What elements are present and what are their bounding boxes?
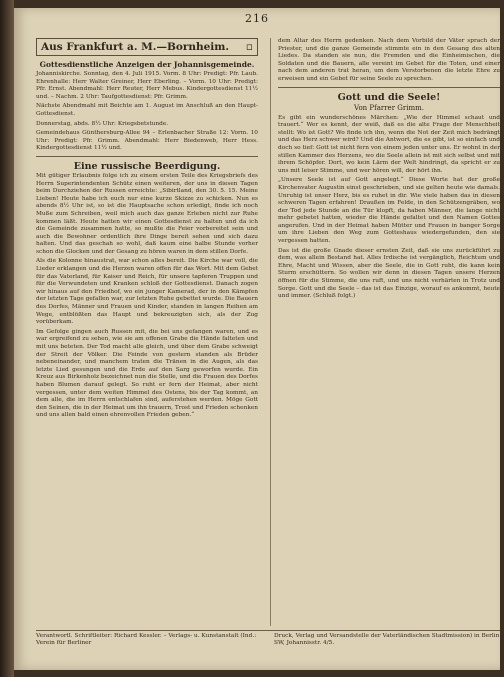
story-heading: Eine russische Beerdigung.	[73, 160, 221, 172]
article-paragraph: Das ist die große Gnade dieser ernsten Zeit, daß sie uns zurückführt zu dem, was allein Bestand hat. Alles Irdische ist vergänglich, Reichtum und Ehre, Macht und Wissen, aber die Seele, die in Gott ruht, die kann kein Sturm erschüttern. So wollen wir denn in diesen Tagen unsere Herzen öffnen für die Stimme, die uns ruft, und uns nicht verhärten in Trotz und Sorge. Gott und die Seele – das ist das Einzige, worauf es ankommt, heute und immer. (Schluß folgt.)	[278, 247, 500, 300]
notices-paragraph: Gemeindehaus Günthersburg-Allee 94 – Erlenbacher Straße 12: Vorm. 10 Uhr: Predigt: Pfr. Grimm. Abendmahl: Herr Biedenweb, Herr Hess. Kindergottesdienst 11½ und.	[36, 130, 258, 152]
article-paragraph: Es gibt ein wunderschönes Märchen: „Wie der Himmel schaut und trauert.“ Wer es kennt, der weiß, daß es die alte Frage der Menschheit stellt: Wo ist Gott? Wo finde ich ihn, wenn die Not der Zeit mich bedrängt und das Herz schwer wird? Und die Antwort, die es gibt, ist so einfach und doch so tief: Gott ist nicht fern von einem jeden unter uns. Er wohnt in der stillen Kammer des Herzens, wo die Seele allein ist mit sich selbst und mit ihrem Schöpfer. Dort, wo kein Lärm der Welt hindringt, da spricht er zu uns mit leiser Stimme, und wer hören will, der hört ihn.	[278, 114, 500, 174]
imprint-footer	[36, 630, 500, 648]
section-title: Aus Frankfurt a. M.—Bornheim.	[41, 41, 230, 53]
story-paragraph: Im Gefolge gingen auch Russen mit, die bei uns gefangen waren, und es war ergreifend zu sehen, wie sie am offenen Grabe die Hände falteten und mit uns beteten. Der Tod macht alle gleich, und über dem Grabe schweigt der Streit der Völker. Die Feinde von gestern standen als Brüder nebeneinander, und manchem traten die Tränen in die Augen, als das letzte Lied gesungen und die Erde auf den Sarg geworfen wurde. Ein Kreuz aus Birkenholz bezeichnet nun die Stelle, und die Frauen des Dorfes haben Blumen darauf gelegt. So ruht er fern der Heimat, aber nicht vergessen, unter dem weiten Himmel des Ostens, bis der Tag kommt, an dem alle, die im Herrn entschlafen sind, auferstehen werden. Möge Gott den Seinen, die in der Heimat um ihn trauern, Trost und Frieden schenken und uns allen bald einen ehrenvollen Frieden geben.“	[36, 328, 258, 419]
box-ornament-icon: ▫	[245, 41, 253, 53]
article-heading: Gott und die Seele!	[337, 91, 441, 103]
imprint-left: Verantwortl. Schriftleiter: Richard Kessler. – Verlags- u. Kunstanstalt (Ind.: Verein für Berliner	[36, 633, 257, 647]
section-box-header	[36, 38, 258, 56]
story-paragraph: Als die Kolonne hinaustrat, war schon alles bereit. Die Kirche war voll, die Lieder erklangen und die Herzen waren offen für das Wort. Mit dem Gebet für das Vaterland, für Kaiser und Reich, für unsere tapferen Truppen und für die Verwundeten und Kranken schloß der Gottesdienst. Danach zogen wir hinaus auf den Friedhof, wo ein junger Kamerad, der in den Kämpfen der letzten Tage gefallen war, zur letzten Ruhe gebettet wurde. Die Bauern des Dorfes, Männer und Frauen und Kinder, standen in langen Reihen am Wege, entblößten das Haupt und bekreuzigten sich, als der Zug vorüberkam.	[36, 258, 258, 326]
notices-heading: Gottesdienstliche Anzeigen der Johannisgemeinde.	[39, 60, 255, 69]
book-spine	[0, 0, 14, 677]
story-paragraph: Mit gütiger Erlaubnis folge ich zu einem ersten Teile des Kriegsbriefs des Herrn Superintendenten Schütz einen weiteren, der uns in diesen Tagen beim Durchziehen der Russen erreichte: „Sibirtland, den 30. 5. 15. Meine Lieben! Heute habe ich euch nur eine kurze Skizze zu schicken. Nun es abends 8½ Uhr ist, so ist die Hauptsache schon erledigt, finde ich noch Muße zum Schreiben, weil mich auch das ganze Erleben nicht zur Ruhe kommen läßt. Heute hatten wir einen Gottesdienst zu halten und da ich die Gemeinde zusammen hatte, so mußte die Feier vorbereitet sein und auch die Bewohner ordentlich ihre Dinge bereit sehen und sich dazu halten. Und das geschah so wohl, daß kaum eine halbe Stunde vorher schon die Glocken und der Gesang zu hören waren in dem stillen Dorfe.	[36, 172, 258, 255]
continued-paragraph: dem Altar des Herrn gedenken. Nach dem Vorbild der Väter sprach der Priester, und die ganze Gemeinde stimmte ein in den Gesang des alten Liedes. Da standen sie nun, die Fremden und die Einheimischen, die Soldaten und die Bauern, alle vereint im Gebet für die Toten, und einer nach dem anderen trat heran, um dem Verstorbenen die letzte Ehre zu erweisen und ein Gebet für seine Seele zu sprechen.	[278, 38, 500, 82]
section-rule	[36, 156, 258, 157]
article-byline: Von Pfarrer Grimm.	[354, 103, 424, 112]
notices-paragraph: Donnerstag, abds. 8½ Uhr: Kriegsbetstunde.	[36, 120, 169, 127]
right-column	[278, 38, 500, 303]
section-rule	[278, 87, 500, 88]
notices-paragraph: Johanniskirche. Sonntag, den 4. Juli 1915. Vorm. 8 Uhr: Predigt: Pfr. Laub. Ehrenhalle: Herr Walter Greiner, Herr Eberling. – Vorm. 10 Uhr: Predigt: Pfr. Ernst. Abendmahl: Herr Reuter, Herr Mebus. Kindergottesdienst 11½ und. – Nachm. 2 Uhr: Taufgottesdienst: Pfr. Grimm.	[36, 71, 258, 100]
newspaper-page	[14, 8, 500, 670]
left-column	[36, 38, 258, 422]
notices-paragraph: Nächste Abendmahl mit Beichte am 1. August im Anschluß an den Haupt-Gottesdienst.	[36, 103, 258, 117]
column-divider	[270, 38, 271, 626]
article-paragraph: „Unsere Seele ist auf Gott angelegt.“ Diese Worte hat der große Kirchenvater Augustin einst geschrieben, und sie gelten heute wie damals. Unruhig ist unser Herz, bis es ruhet in dir. Wie viele haben das in diesen schweren Tagen erfahren! Draußen im Felde, in den Schützengräben, wo der Tod jede Stunde an die Tür klopft, da haben Männer, die lange nicht mehr gebetet hatten, wieder die Hände gefaltet und den Namen Gottes angerufen. Und in der Heimat haben Mütter und Frauen in banger Sorge um ihre Lieben den Weg zum Gotteshaus wiedergefunden, den sie vergessen hatten.	[278, 177, 500, 245]
page-number: 216	[245, 12, 269, 25]
imprint-right: Druck, Verlag und Versandstelle der Vaterländischen Stadtmission) in Berlin SW, Johannisstr. 4/5.	[274, 633, 500, 647]
